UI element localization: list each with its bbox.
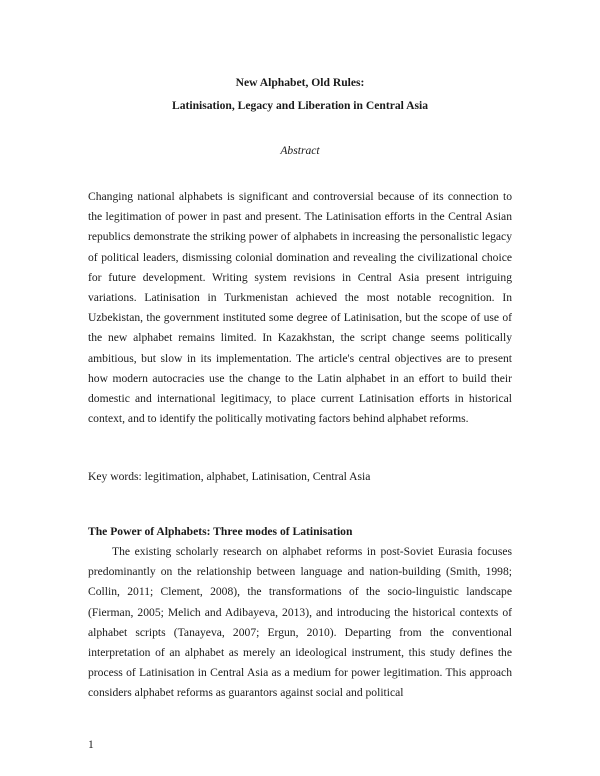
- keywords: Key words: legitimation, alphabet, Latinisation, Central Asia: [88, 470, 371, 483]
- section-heading: The Power of Alphabets: Three modes of Latinisation: [88, 525, 353, 538]
- page-number: 1: [88, 738, 94, 751]
- title-line-1: New Alphabet, Old Rules:: [235, 76, 365, 89]
- body-paragraph: The existing scholarly research on alphabet reforms in post-Soviet Eurasia focuses predominantly on the relationship between language and nation-building (Smith, 1998; Collin, 2011; Clement, 2008), the transformations of the socio-linguistic landscape (Fierman, 2005; Melich and Adibayeva, 2013), and introducing the historical contexts of alphabet scripts (Tanayeva, 2007; Ergun, 2010). Departing from the conventional interpretation of an alphabet as merely an ideological instrument, this study defines the process of Latinisation in Central Asia as a medium for power legitimation. This approach considers alphabet reforms as guarantors against social and political: [88, 545, 512, 700]
- abstract-text: Changing national alphabets is significant and controversial because of its connection to the legitimation of power in past and present. The Latinisation efforts in the Central Asian republics demonstrate the striking power of alphabets in increasing the personalistic legacy of political leaders, dismissing colonial domination and revealing the civilizational choice for future development. Writing system revisions in Central Asia present intriguing variations. Latinisation in Turkmenistan achieved the most notable recognition. In Uzbekistan, the government instituted some degree of Latinisation, but the scope of use of the new alphabet remains limited. In Kazakhstan, the script change seems politically ambitious, but slow in its implementation. The article's central objectives are to present how modern autocracies use the change to the Latin alphabet in an effort to build their domestic and international legitimacy, to place current Latinisation efforts in historical context, and to identify the politically motivating factors behind alphabet reforms.: [88, 190, 512, 426]
- title-line-2: Latinisation, Legacy and Liberation in Central Asia: [171, 99, 429, 112]
- abstract-heading: Abstract: [280, 144, 320, 157]
- paper-title: [60, 71, 540, 117]
